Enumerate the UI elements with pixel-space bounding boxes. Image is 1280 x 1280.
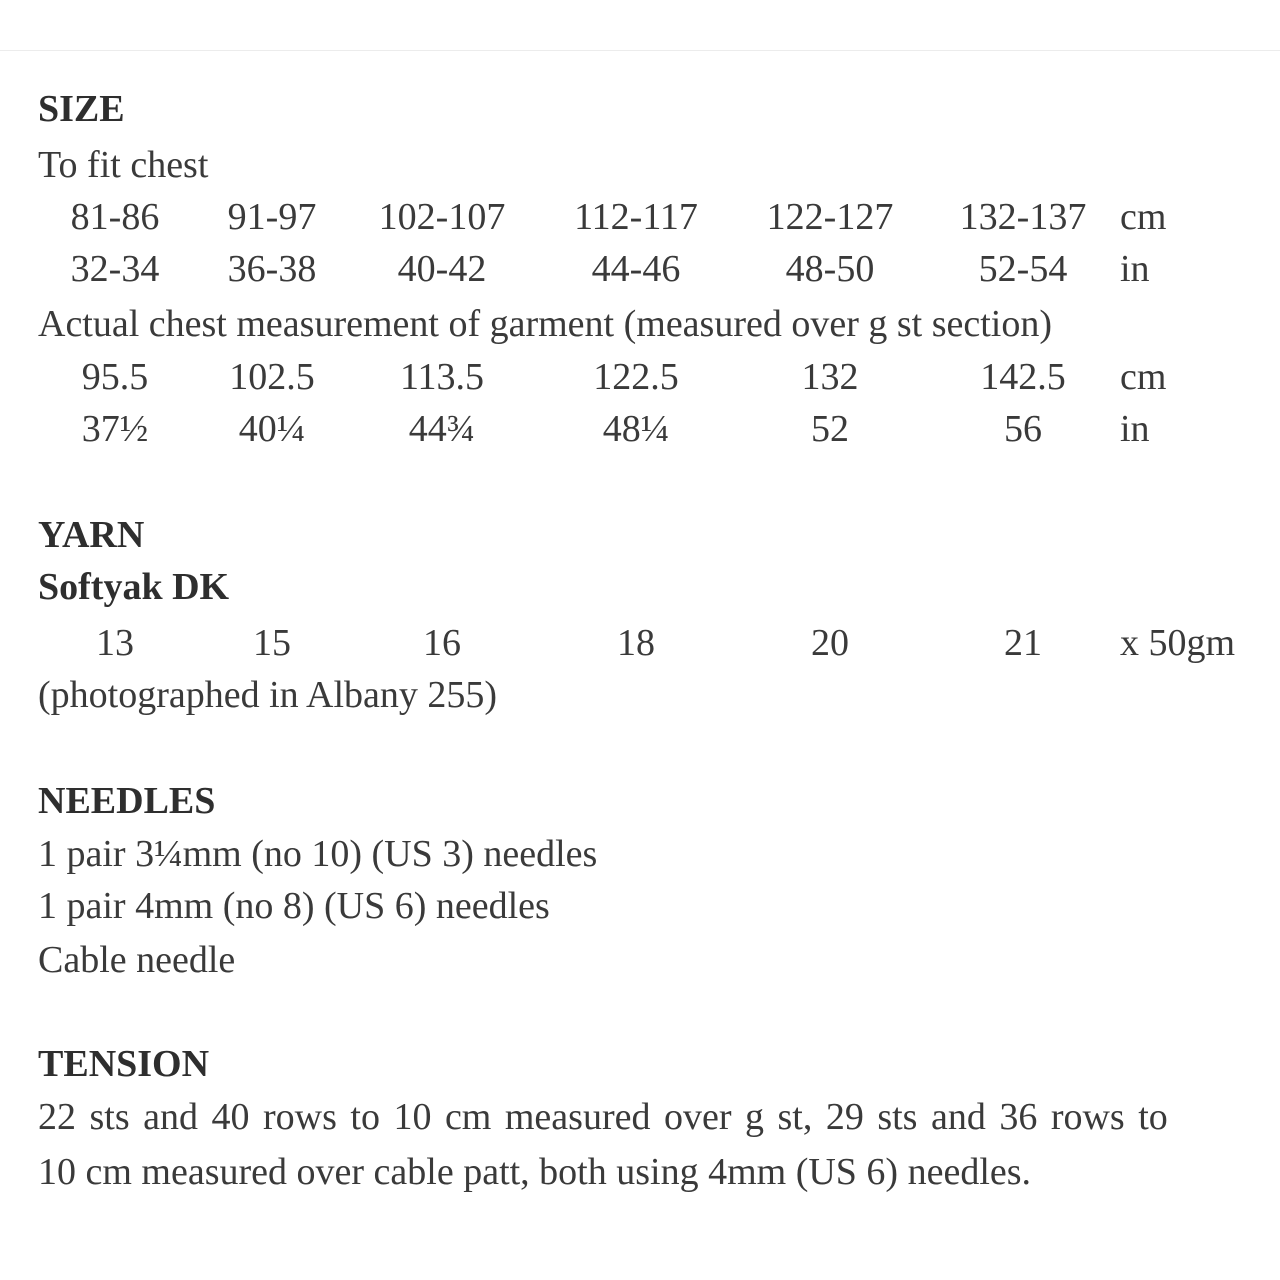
to-fit-chest-label: To fit chest — [38, 144, 209, 186]
size-cell: 102.5 — [229, 356, 315, 398]
size-cell: 95.5 — [81, 356, 149, 398]
size-cell: 122-127 — [766, 196, 894, 238]
yarn-quantity: 16 — [423, 622, 461, 664]
needle-item: 1 pair 3¼mm (no 10) (US 3) needles — [38, 833, 598, 875]
size-cell: 44¾ — [408, 408, 476, 450]
size-cell: 56 — [1004, 408, 1042, 450]
actual-chest-label: Actual chest measurement of garment (measured over g st section) — [38, 303, 1053, 345]
yarn-heading: YARN — [38, 514, 145, 556]
tension-text-line: 22 sts and 40 rows to 10 cm measured over g st, 29 sts and 36 rows to — [38, 1096, 1168, 1138]
size-cell: 122.5 — [593, 356, 679, 398]
yarn-name: Softyak DK — [38, 566, 230, 608]
size-cell: 113.5 — [399, 356, 485, 398]
yarn-quantity: 21 — [1004, 622, 1042, 664]
size-cell: 40-42 — [397, 248, 487, 290]
size-cell: 132-137 — [959, 196, 1087, 238]
size-heading: SIZE — [38, 88, 125, 130]
tension-text-line: 10 cm measured over cable patt, both using 4mm (US 6) needles. — [38, 1151, 1032, 1193]
size-cell: 40¼ — [238, 408, 306, 450]
unit-label: in — [1120, 408, 1150, 450]
yarn-quantity: 13 — [96, 622, 134, 664]
size-cell: 132 — [801, 356, 859, 398]
size-cell: 52 — [811, 408, 849, 450]
size-cell: 81-86 — [70, 196, 160, 238]
unit-label: cm — [1120, 356, 1167, 398]
needles-heading: NEEDLES — [38, 780, 216, 822]
unit-label: in — [1120, 248, 1150, 290]
top-divider — [0, 0, 1280, 51]
size-cell: 112-117 — [574, 196, 698, 238]
size-cell: 48¼ — [602, 408, 670, 450]
size-cell: 32-34 — [70, 248, 160, 290]
needle-item: Cable needle — [38, 939, 236, 981]
size-cell: 52-54 — [978, 248, 1068, 290]
size-cell: 36-38 — [227, 248, 317, 290]
yarn-quantity: 20 — [811, 622, 849, 664]
yarn-photographed-note: (photographed in Albany 255) — [38, 674, 498, 716]
yarn-quantity: 18 — [617, 622, 655, 664]
tension-heading: TENSION — [38, 1043, 210, 1085]
size-cell: 102-107 — [378, 196, 506, 238]
unit-label: x 50gm — [1120, 622, 1236, 664]
unit-label: cm — [1120, 196, 1167, 238]
needle-item: 1 pair 4mm (no 8) (US 6) needles — [38, 885, 550, 927]
size-cell: 37½ — [81, 408, 149, 450]
yarn-quantity: 15 — [253, 622, 291, 664]
size-cell: 48-50 — [785, 248, 875, 290]
size-cell: 142.5 — [980, 356, 1066, 398]
size-cell: 91-97 — [227, 196, 317, 238]
size-cell: 44-46 — [591, 248, 681, 290]
